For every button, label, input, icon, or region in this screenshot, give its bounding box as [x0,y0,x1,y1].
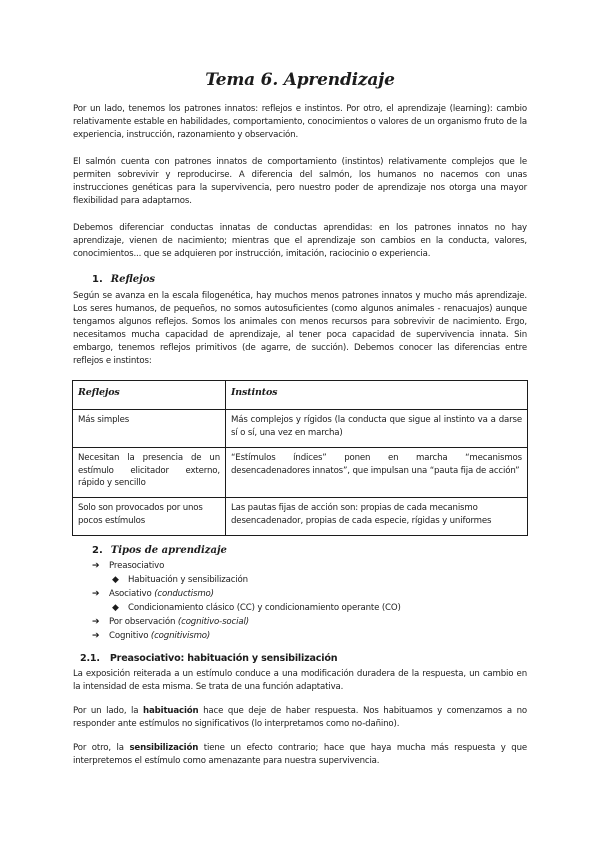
list-item: ◆ Condicionamiento clásico (CC) y condicionamiento operante (CO) [112,603,401,613]
list-item: ➔ Cognitivo (cognitivismo) [92,631,211,641]
table-row [73,410,528,448]
section-2-number: 2. [92,545,103,556]
arrow-bullet-icon: ➔ [92,589,100,599]
table-header-row [73,381,528,410]
table-cell: Más simples [73,410,226,448]
intro-paragraph-1: Por un lado, tenemos los patrones innatos: reflejos e instintos. Por otro, el aprendizaje (learning): cambio relativamente estable en habilidades, comportamiento, conocimientos o valores de un organismo fruto de la experiencia, instrucción, razonamiento y observación. [73,104,527,140]
section-2-heading [92,545,227,556]
diamond-bullet-icon: ◆ [112,575,119,585]
diamond-bullet-icon: ◆ [112,603,119,613]
term-sensibilizacion: sensibilización [129,743,199,753]
section-1-heading [92,274,155,285]
table-cell: Necesitan la presencia de un estímulo elicitador externo, rápido y sencillo [73,448,226,498]
section-1-title: Reflejos [110,274,155,285]
list-item: ◆ Habituación y sensibilización [112,575,248,585]
term-habituacion: habituación [143,706,199,716]
section-2-title: Tipos de aprendizaje [110,545,227,556]
section-2-1-paragraph-3: Por otro, la sensibilización tiene un efecto contrario; hace que haya mucha más respuesta y que interpretemos el estímulo como amenazante para nuestra supervivencia. [73,743,528,766]
section-2-1-title: Preasociativo: habituación y sensibilización [109,653,338,664]
section-2-1-paragraph-1: La exposición reiterada a un estímulo conduce a una modificación duradera de la respuesta, un cambio en la intensidad de esta misma. Se trata de una función adaptativa. [73,669,527,692]
table-cell: Las pautas fijas de acción son: propias de cada mecanismo desencadenador, propias de cada especie, rígidas y uniformes [226,498,528,536]
intro-paragraph-3: Debemos diferenciar conductas innatas de conductas aprendidas: en los patrones innatos no hay aprendizaje, vienen de nacimiento; mientras que el aprendizaje son cambios en la conducta, valores, conocimientos... que se adquieren por instrucción, imitación, raciocinio o experiencia. [73,223,527,259]
table-header-instintos: Instintos [226,381,528,410]
table-row [73,498,528,536]
table-cell: “Estímulos índices” ponen en marcha “mecanismos desencadenadores innatos”, que impulsan una “pauta fija de acción” [226,448,528,498]
list-item: ➔ Preasociativo [92,561,165,571]
table-header-reflejos: Reflejos [73,381,226,410]
learning-types-list [92,559,401,643]
list-item: ➔ Por observación (cognitivo-social) [92,617,249,627]
table-cell: Más complejos y rígidos (la conducta que sigue al instinto va a darse sí o sí, una vez en marcha) [226,410,528,448]
reflexes-instincts-table [72,380,528,536]
section-2-1-number: 2.1. [80,653,100,664]
section-2-1-paragraph-2: Por un lado, la habituación hace que deje de haber respuesta. Nos habituamos y comenzamos a no responder ante estímulos no significativos (lo interpretamos como no-dañino). [73,706,527,729]
section-2-1-heading [80,653,337,664]
page-title: Tema 6. Aprendizaje [205,70,395,90]
table-row [73,448,528,498]
section-1-paragraph: Según se avanza en la escala filogenética, hay muchos menos patrones innatos y mucho más aprendizaje. Los seres humanos, de pequeños, no somos autosuficientes (como algunos animales - renacuajos) aunque tengamos algunos reflejos. Somos los animales con menos recursos para sobrevivir de nacimiento. Ergo, necesitamos mucha capacidad de aprendizaje, al tener poca capacidad de supervivencia innata. Sin embargo, tenemos reflejos primitivos (de agarre, de succión). Debemos conocer las diferencias entre reflejos e instintos: [73,291,527,366]
arrow-bullet-icon: ➔ [92,561,100,571]
section-1-number: 1. [92,274,103,285]
table-cell: Solo son provocados por unos pocos estímulos [73,498,226,536]
arrow-bullet-icon: ➔ [92,631,100,641]
arrow-bullet-icon: ➔ [92,617,100,627]
intro-paragraph-2: El salmón cuenta con patrones innatos de comportamiento (instintos) relativamente complejos que le permiten sobrevivir y reproducirse. A diferencia del salmón, los humanos no nacemos con unas instrucciones genéticas para la supervivencia, pero nuestro poder de aprendizaje nos otorga una mayor flexibilidad para adaptarnos. [73,157,527,206]
list-item: ➔ Asociativo (conductismo) [92,589,214,599]
